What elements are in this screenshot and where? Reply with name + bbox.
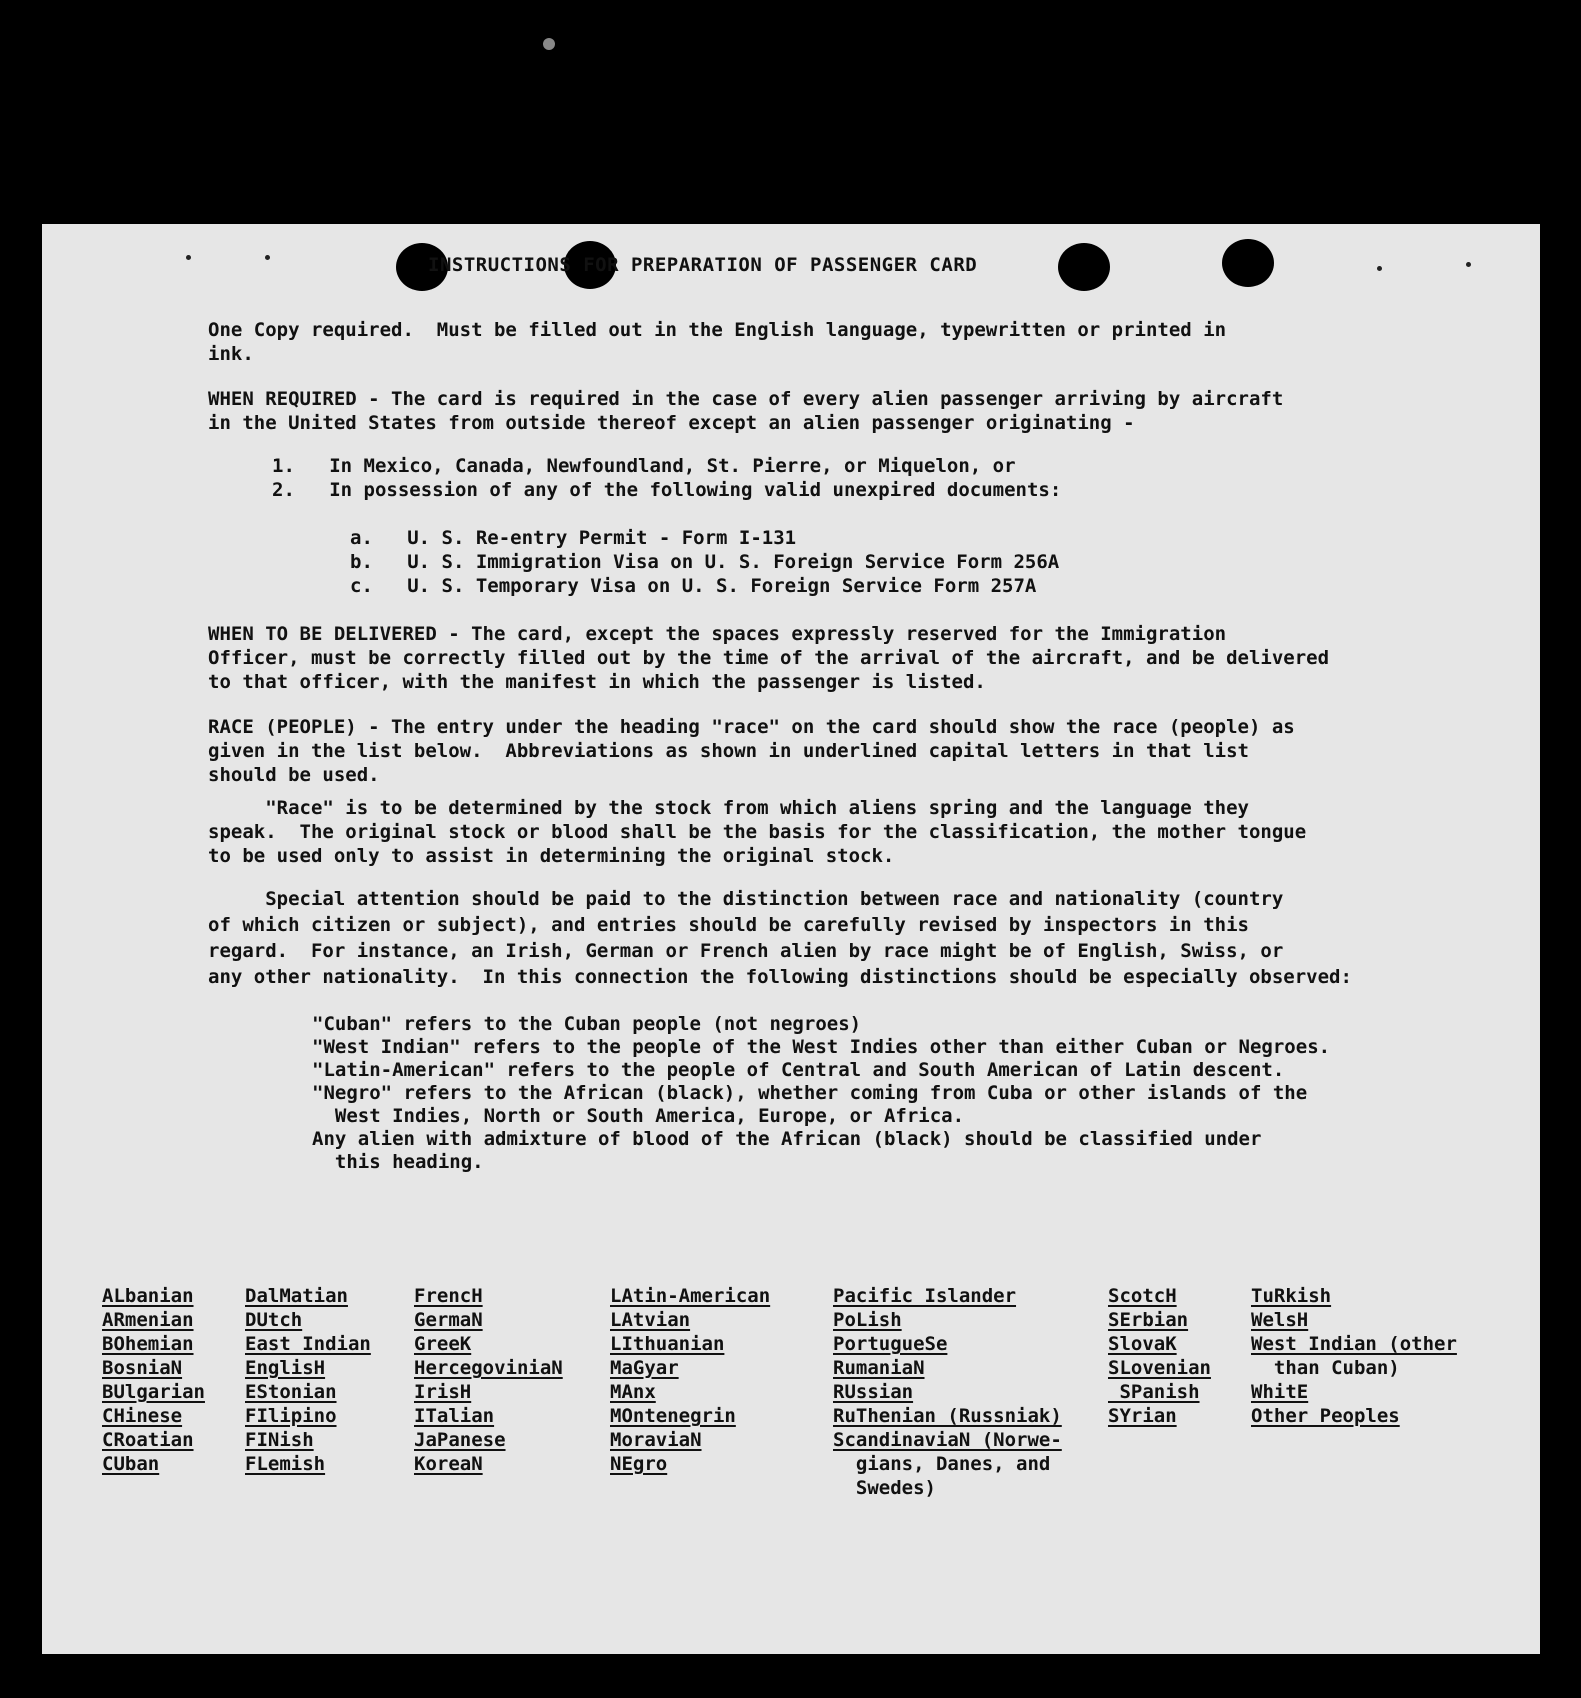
race-item: ARmenian bbox=[102, 1309, 194, 1331]
race-item: BOhemian bbox=[102, 1333, 194, 1355]
race-item: MAnx bbox=[610, 1381, 656, 1403]
race-item: East Indian bbox=[245, 1333, 371, 1355]
scan-speck bbox=[543, 38, 555, 50]
race-intro-paragraph: RACE (PEOPLE) - The entry under the heading "race" on the card should show the race (people) as given in the list below. Abbreviations as shown in underlined capital letters in that list should be used. bbox=[208, 716, 1295, 786]
race-item: LAtin-American bbox=[610, 1285, 771, 1307]
race-item: NEgro bbox=[610, 1453, 668, 1475]
punch-hole bbox=[1058, 243, 1110, 291]
race-column-1 bbox=[102, 1236, 205, 1500]
race-item: MoraviaN bbox=[610, 1429, 702, 1451]
race-item-continuation: Swedes) bbox=[833, 1477, 936, 1499]
scan-speck bbox=[265, 255, 270, 260]
race-column-6 bbox=[1108, 1236, 1211, 1452]
race-item: SlovaK bbox=[1108, 1333, 1177, 1355]
race-item: EStonian bbox=[245, 1381, 337, 1403]
race-item: FIlipino bbox=[245, 1405, 337, 1427]
race-item: DUtch bbox=[245, 1309, 303, 1331]
distinctions-list: "Cuban" refers to the Cuban people (not negroes) "West Indian" refers to the people of the West Indies other than either Cuban or Negroes. "Latin-American" refers to the people of Central and South American of Latin descent. "Negro" refers to the African (black), whether coming from Cuba or other islands of the West Indies, North or South America, Europe, or Africa. Any alien with admixture of blood of the African (black) should be classified under this heading. bbox=[312, 1013, 1331, 1173]
race-item: West Indian (other bbox=[1251, 1333, 1457, 1355]
punch-hole bbox=[1222, 239, 1274, 287]
race-item: LAtvian bbox=[610, 1309, 691, 1331]
race-item: PortugueSe bbox=[833, 1333, 948, 1355]
race-item: SLovenian bbox=[1108, 1357, 1211, 1379]
race-item: PoLish bbox=[833, 1309, 902, 1331]
race-item: ScandinaviaN (Norwe- bbox=[833, 1429, 1062, 1451]
race-item: SPanish bbox=[1108, 1381, 1200, 1403]
race-column-3 bbox=[414, 1236, 563, 1500]
race-item: ScotcH bbox=[1108, 1285, 1177, 1307]
race-item: SErbian bbox=[1108, 1309, 1189, 1331]
intro-paragraph: One Copy required. Must be filled out in the English language, typewritten or printed in ink. bbox=[208, 319, 1227, 365]
race-item: FLemish bbox=[245, 1453, 326, 1475]
race-item: CHinese bbox=[102, 1405, 183, 1427]
race-item: MaGyar bbox=[610, 1357, 679, 1379]
race-item: LIthuanian bbox=[610, 1333, 725, 1355]
race-item: HercegoviniaN bbox=[414, 1357, 563, 1379]
numbered-list: 1. In Mexico, Canada, Newfoundland, St. Pierre, or Miquelon, or 2. In possession of any of the following valid unexpired documents: bbox=[272, 455, 1062, 501]
race-item: BUlgarian bbox=[102, 1381, 205, 1403]
race-definition-paragraph: "Race" is to be determined by the stock from which aliens spring and the language they speak. The original stock or blood shall be the basis for the classification, the mother tongue to be used only to assist in determining the original stock. bbox=[208, 797, 1307, 867]
race-column-5 bbox=[833, 1236, 1062, 1524]
race-item: FINish bbox=[245, 1429, 314, 1451]
lettered-list: a. U. S. Re-entry Permit - Form I-131 b. U. S. Immigration Visa on U. S. Foreign Service Form 256A c. U. S. Temporary Visa on U. S. Foreign Service Form 257A bbox=[350, 527, 1060, 597]
when-required-paragraph: WHEN REQUIRED - The card is required in the case of every alien passenger arriving by aircraft in the United States from outside thereof except an alien passenger originating - bbox=[208, 388, 1284, 434]
race-item: SYrian bbox=[1108, 1405, 1177, 1427]
race-item: DalMatian bbox=[245, 1285, 348, 1307]
race-item: ITalian bbox=[414, 1405, 495, 1427]
race-item: CRoatian bbox=[102, 1429, 194, 1451]
race-item: Pacific Islander bbox=[833, 1285, 1017, 1307]
race-item: WelsH bbox=[1251, 1309, 1309, 1331]
when-delivered-paragraph: WHEN TO BE DELIVERED - The card, except the spaces expressly reserved for the Immigration Officer, must be correctly filled out by the time of the arrival of the aircraft, and be delivered to that officer, with the manifest in which the passenger is listed. bbox=[208, 623, 1330, 693]
race-item: IrisH bbox=[414, 1381, 472, 1403]
race-column-7 bbox=[1251, 1236, 1457, 1452]
race-item: RuThenian (Russniak) bbox=[833, 1405, 1062, 1427]
scan-speck bbox=[1466, 262, 1471, 267]
scan-speck bbox=[1377, 266, 1382, 271]
race-item: GermaN bbox=[414, 1309, 483, 1331]
race-item: RumaniaN bbox=[833, 1357, 925, 1379]
race-item: FrencH bbox=[414, 1285, 483, 1307]
race-column-4 bbox=[610, 1236, 770, 1500]
race-item-continuation: gians, Danes, and bbox=[833, 1453, 1051, 1475]
race-item: TuRkish bbox=[1251, 1285, 1332, 1307]
page-title: INSTRUCTIONS FOR PREPARATION OF PASSENGER CARD bbox=[428, 254, 978, 276]
special-attention-paragraph: Special attention should be paid to the distinction between race and nationality (country of which citizen or subject), and entries should be carefully revised by inspectors in this regard. For instance, an Irish, German or French alien by race might be of English, Swiss, or any other nationality. In this connection the following distinctions should be especially observed: bbox=[208, 888, 1352, 988]
race-column-2 bbox=[245, 1236, 371, 1500]
scan-speck bbox=[186, 255, 191, 260]
race-item: EnglisH bbox=[245, 1357, 326, 1379]
race-item: KoreaN bbox=[414, 1453, 483, 1475]
race-item-continuation: than Cuban) bbox=[1251, 1357, 1400, 1379]
race-item: JaPanese bbox=[414, 1429, 506, 1451]
race-item: GreeK bbox=[414, 1333, 472, 1355]
race-item: CUban bbox=[102, 1453, 160, 1475]
race-item: Other Peoples bbox=[1251, 1405, 1400, 1427]
race-item: MOntenegrin bbox=[610, 1405, 736, 1427]
race-item: WhitE bbox=[1251, 1381, 1309, 1403]
race-item: ALbanian bbox=[102, 1285, 194, 1307]
race-item: RUssian bbox=[833, 1381, 914, 1403]
race-item: BosniaN bbox=[102, 1357, 183, 1379]
